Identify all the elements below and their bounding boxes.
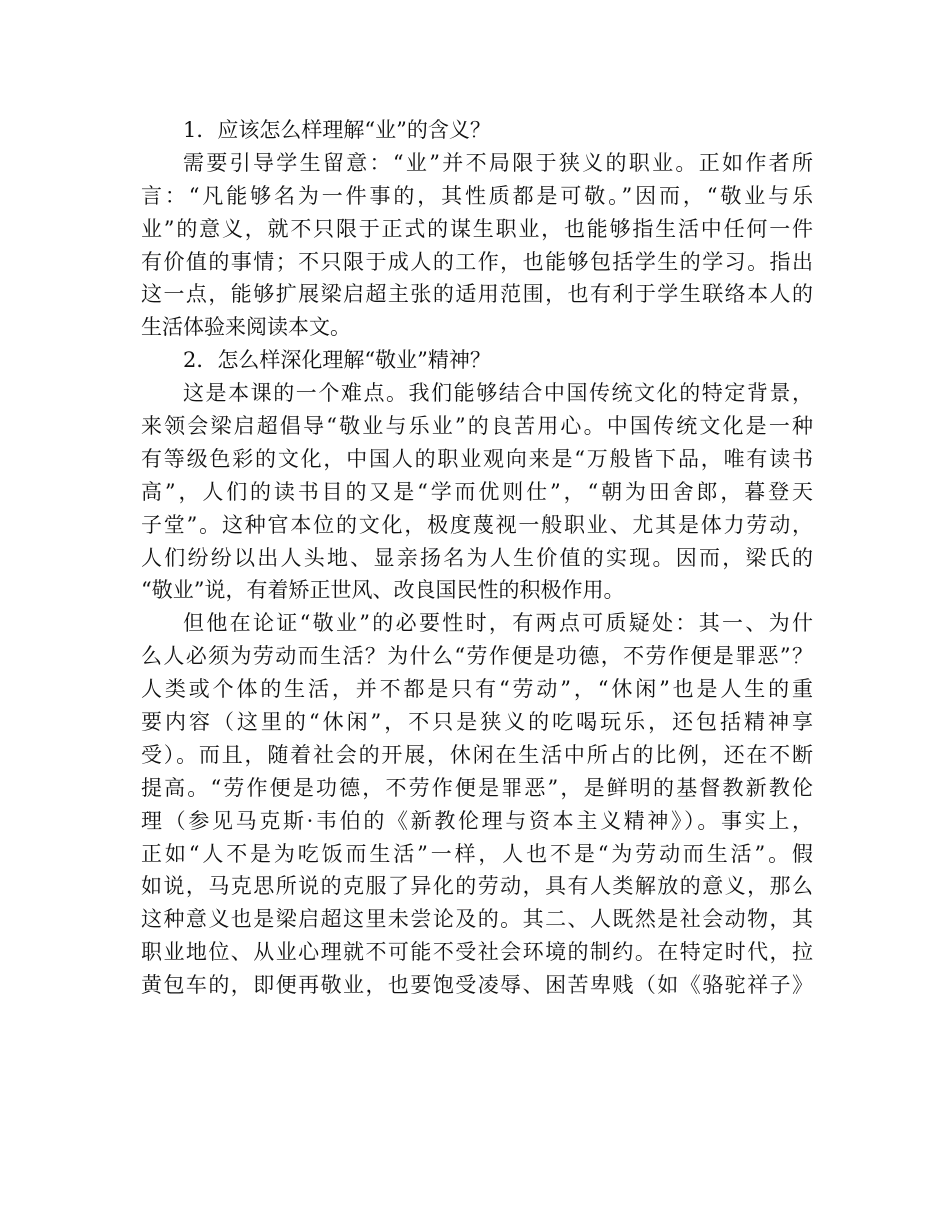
paragraph-line: 这是本课的一个难点。我们能够结合中国传统文化的特定背景， (183, 381, 813, 406)
paragraph-line: 提高。“劳作便是功德，不劳作便是罪恶”，是鲜明的基督教新教伦 (141, 775, 813, 800)
paragraph-line: 生活体验来阅读本文。 (141, 315, 351, 340)
paragraph-line: 要内容（这里的“休闲”，不只是狭义的吃喝玩乐，还包括精神享 (141, 710, 813, 735)
paragraph-line: 但他在论证“敬业”的必要性时，有两点可质疑处：其一、为什 (183, 611, 813, 636)
paragraph-line: 有等级色彩的文化，中国人的职业观向来是“万般皆下品，唯有读书 (141, 446, 813, 471)
paragraph-line: 黄包车的，即便再敬业，也要饱受凌辱、困苦卑贱（如《骆驼祥子》 (141, 973, 813, 998)
paragraph-line: 受）。而且，随着社会的开展，休闲在生活中所占的比例，还在不断 (141, 742, 813, 767)
paragraph-line: 高”，人们的读书目的又是“学而优则仕”，“朝为田舍郎，暮登天 (141, 479, 813, 504)
paragraph-line: 职业地位、从业心理就不可能不受社会环境的制约。在特定时代，拉 (141, 940, 813, 965)
section-heading-1: 1．应该怎么样理解“业”的含义？ (183, 118, 491, 142)
paragraph-line: 理（参见马克斯·韦伯的《新教伦理与资本主义精神》）。事实上， (141, 808, 813, 833)
document-body (141, 114, 813, 1002)
paragraph-line: 需要引导学生留意：“业”并不局限于狭义的职业。正如作者所 (183, 150, 813, 175)
paragraph-line: 如说，马克思所说的克服了异化的劳动，具有人类解放的意义，那么 (141, 874, 813, 899)
paragraph-line: 正如“人不是为吃饭而生活”一样，人也不是“为劳动而生活”。假 (141, 841, 813, 866)
paragraph-line: 来领会梁启超倡导“敬业与乐业”的良苦用心。中国传统文化是一种 (141, 414, 813, 439)
paragraph-line: 人类或个体的生活，并不都是只有“劳动”，“休闲”也是人生的重 (141, 677, 813, 702)
paragraph-line: 这一点，能够扩展梁启超主张的适用范围，也有利于学生联络本人的 (141, 282, 813, 307)
paragraph-line: 业”的意义，就不只限于正式的谋生职业，也能够指生活中任何一件 (141, 216, 813, 241)
paragraph-line: “敬业”说，有着矫正世风、改良国民性的积极作用。 (141, 578, 625, 603)
paragraph-line: 有价值的事情；不只限于成人的工作，也能够包括学生的学习。指出 (141, 249, 813, 274)
paragraph-line: 么人必须为劳动而生活？为什么“劳作便是功德，不劳作便是罪恶”？ (141, 644, 813, 669)
paragraph-line: 言：“凡能够名为一件事的，其性质都是可敬。”因而，“敬业与乐 (141, 183, 813, 208)
paragraph-line: 人们纷纷以出人头地、显亲扬名为人生价值的实现。因而，梁氏的 (141, 545, 813, 570)
paragraph-line: 这种意义也是梁启超这里未尝论及的。其二、人既然是社会动物，其 (141, 907, 813, 932)
paragraph-line: 子堂”。这种官本位的文化，极度蔑视一般职业、尤其是体力劳动， (141, 512, 813, 537)
section-heading-2: 2．怎么样深化理解“敬业”精神？ (183, 348, 491, 373)
